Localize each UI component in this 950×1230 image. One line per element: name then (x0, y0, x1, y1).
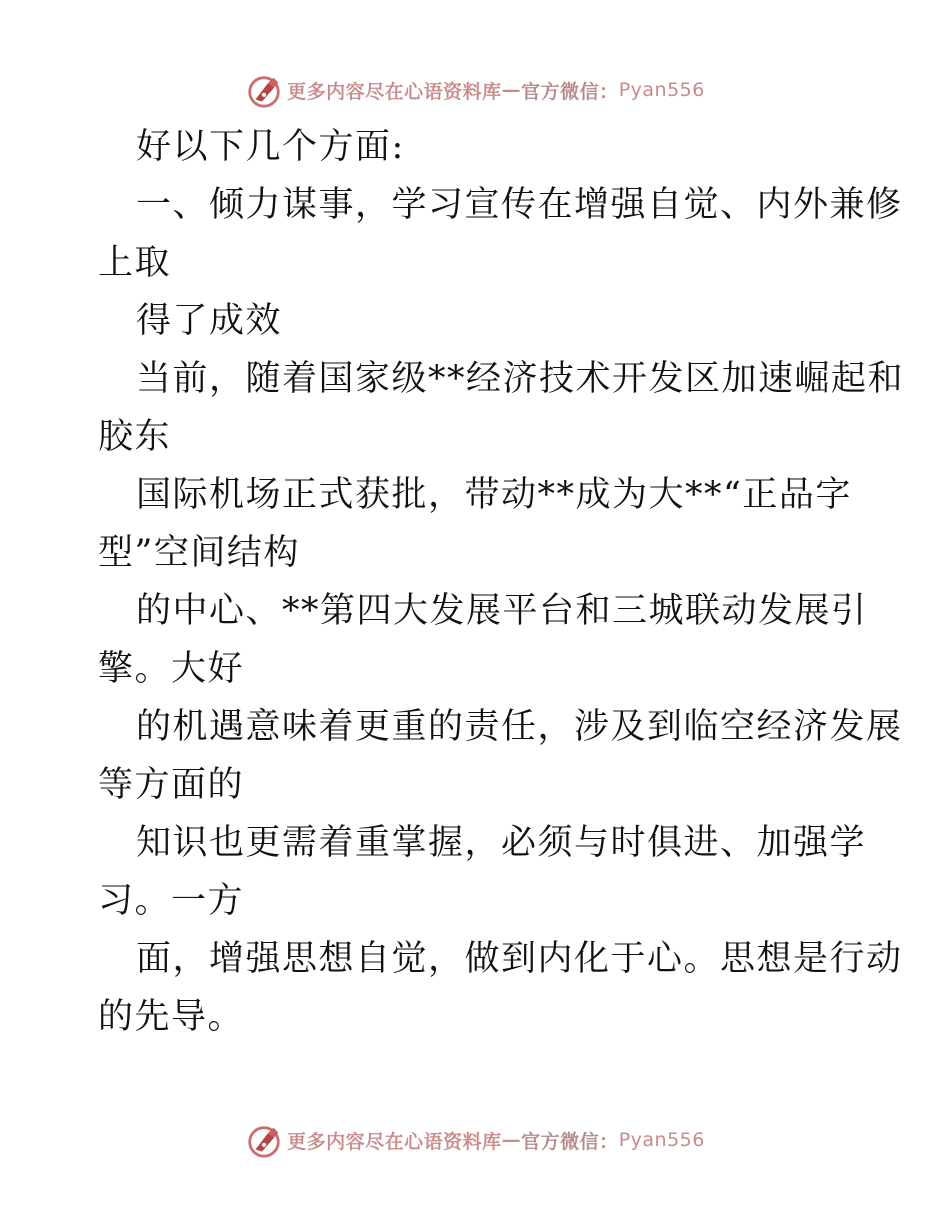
pen-nib-logo-icon (245, 1122, 283, 1160)
body-line: 习。一方 (98, 881, 245, 921)
body-line: 好以下几个方面: (136, 127, 405, 167)
body-line: 的先导。 (98, 997, 245, 1037)
body-line: 的中心、**第四大发展平台和三城联动发展引 (136, 591, 868, 631)
watermark-wechat-label: 官方微信： (521, 80, 619, 103)
watermark-wechat-id: Pyan556 (618, 79, 705, 101)
header-watermark (0, 70, 950, 110)
body-line: 等方面的 (98, 765, 245, 805)
body-line: 的机遇意味着更重的责任，涉及到临空经济发展 (136, 707, 903, 747)
body-line: 国际机场正式获批，带动**成为大**“正品字 (136, 475, 852, 515)
watermark-wechat-id: Pyan556 (618, 1129, 705, 1151)
body-line: 胶东 (98, 417, 172, 457)
watermark-wechat-label: 官方微信： (521, 1130, 619, 1153)
body-line: 知识也更需着重掌握，必须与时俱进、加强学 (136, 823, 867, 863)
body-line: 当前，随着国家级**经济技术开发区加速崛起和 (136, 359, 905, 399)
body-line: 面，增强思想自觉，做到内化于心。思想是行动 (136, 939, 903, 979)
body-line: 一、倾力谋事，学习宣传在增强自觉、内外兼修 (136, 185, 903, 225)
watermark-separator: — (501, 1129, 522, 1151)
body-line: 型”空间结构 (98, 533, 300, 573)
body-line: 上取 (98, 243, 172, 283)
body-line: 得了成效 (136, 301, 283, 341)
pen-nib-logo-icon (245, 72, 283, 110)
watermark-main-text: 更多内容尽在心语资料库 (287, 80, 502, 103)
watermark-main-text: 更多内容尽在心语资料库 (287, 1130, 502, 1153)
watermark-separator: — (501, 79, 522, 101)
document-body (98, 118, 905, 1046)
footer-watermark (0, 1120, 950, 1160)
body-line: 擎。大好 (98, 649, 245, 689)
